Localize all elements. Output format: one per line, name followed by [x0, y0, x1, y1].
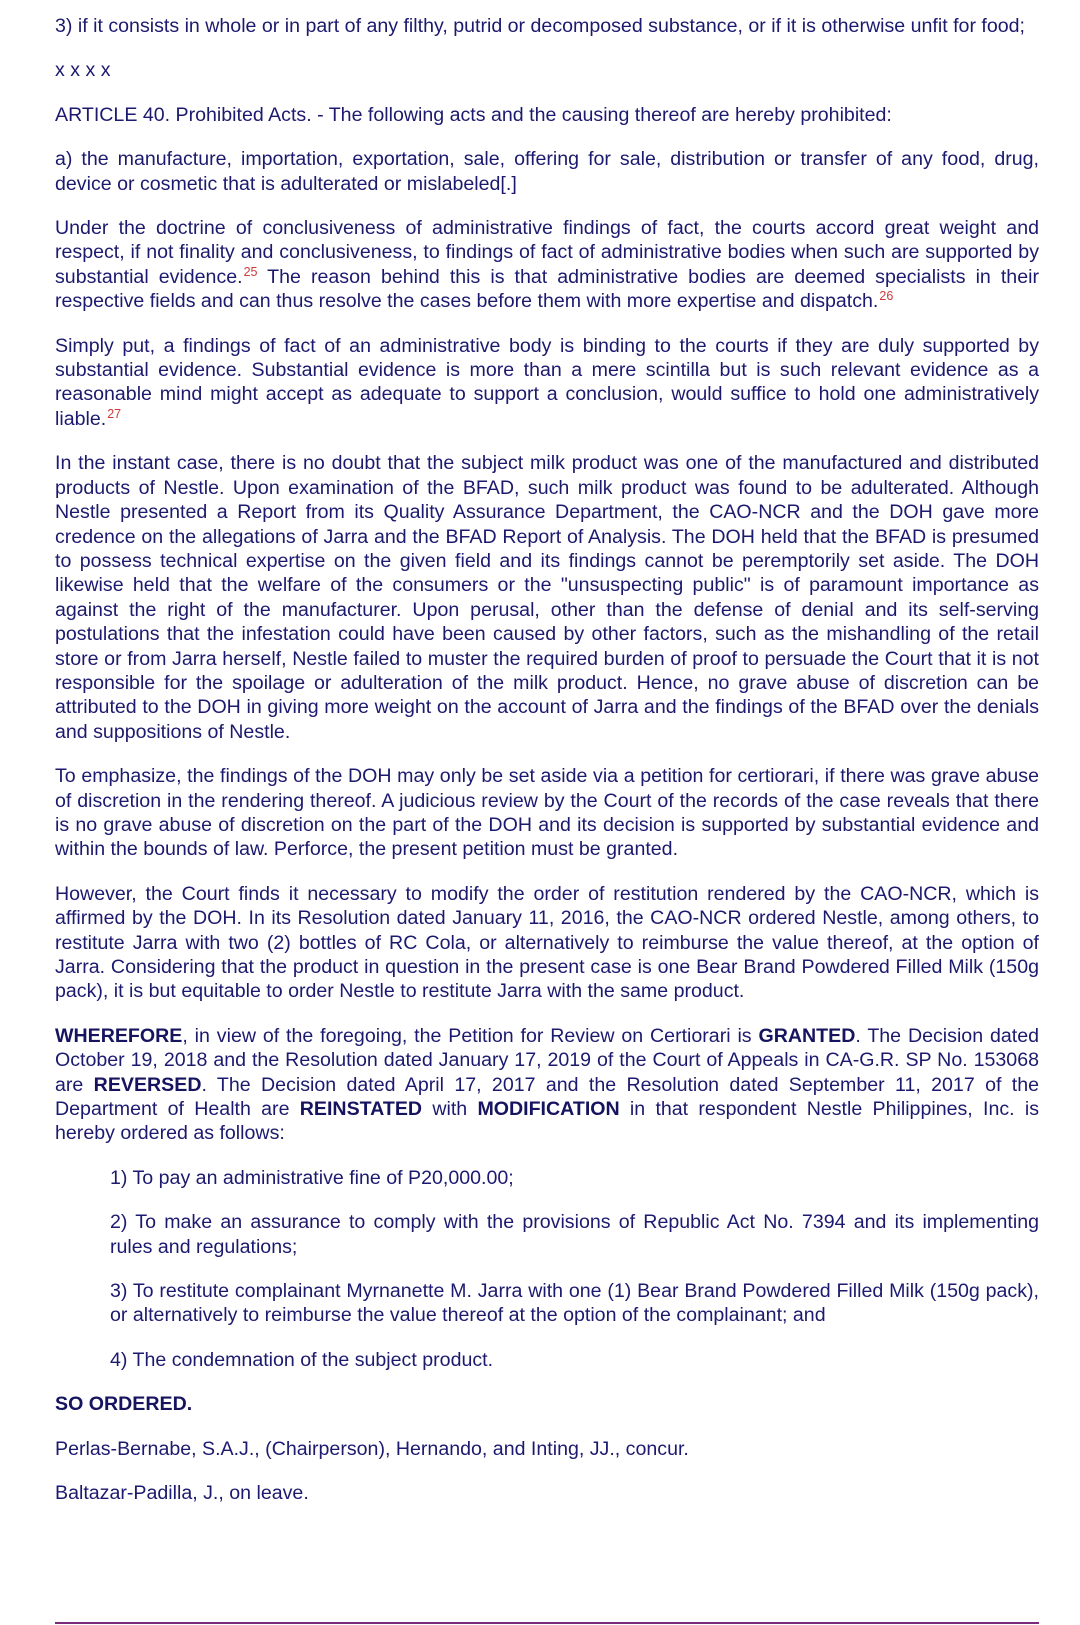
- doctrine-text-2: The reason behind this is that administrative bodies are deemed specialists in their respective fields and can thus resolve the cases before them with more expertise and dispatch.: [55, 265, 1039, 313]
- order-item: 1) To pay an administrative fine of P20,000.00;: [110, 1166, 514, 1189]
- simply-put-paragraph: [55, 334, 1039, 432]
- wherefore-text-5: in that respondent Nestle Philippines, Inc. is hereby ordered as follows:: [55, 1098, 1040, 1145]
- wherefore-text-4: with: [422, 1098, 478, 1121]
- doctrine-paragraph: [55, 216, 1039, 314]
- provision-3: 3) if it consists in whole or in part of any filthy, putrid or decomposed substance, or if it is otherwise unfit for food;: [55, 15, 1025, 37]
- footnote-link-26[interactable]: 26: [879, 289, 894, 304]
- order-item: 4) The condemnation of the subject product.: [110, 1348, 494, 1371]
- doctrine-text-1: Under the doctrine of conclusiveness of administrative findings of fact, the courts accord great weight and respect, if not finality and conclusiveness, to findings of fact of administrative bodies when such are supported by substantial evidence.: [55, 217, 1039, 288]
- wherefore-text-2: . The Decision dated October 19, 2018 and the Resolution dated January 17, 2019 of the Court of Appeals in CA-G.R. SP No. 153068 are: [55, 1024, 1039, 1096]
- order-item: 3) To restitute complainant Myrnanette M. Jarra with one (1) Bear Brand Powdered Filled Milk (150g pack), or alternatively to reimburse the value thereof at the option of the complainant; and: [110, 1280, 1039, 1327]
- wherefore-text-1: , in view of the foregoing, the Petition for Review on Certiorari is: [182, 1024, 759, 1047]
- wherefore-keyword: WHEREFORE: [55, 1024, 183, 1047]
- so-ordered: SO ORDERED.: [55, 1393, 193, 1416]
- ellipsis-marker: x x x x: [55, 59, 111, 82]
- on-leave-line: Baltazar-Padilla, J., on leave.: [55, 1482, 309, 1505]
- wherefore-paragraph: [55, 1024, 1039, 1146]
- concurrence-line: Perlas-Bernabe, S.A.J., (Chairperson), Hernando, and Inting, JJ., concur.: [55, 1437, 689, 1460]
- wherefore-text-3: . The Decision dated April 17, 2017 and the Resolution dated September 11, 2017 of the Department of Health are: [55, 1073, 1039, 1121]
- simply-put-text: Simply put, a findings of fact of an administrative body is binding to the courts if they are duly supported by substantial evidence. Substantial evidence is more than a mere scintilla but is such relevant evidence as a reasonable mind might accept as adequate to support a conclusion, would suffice to hold one administratively liable.: [55, 334, 1039, 430]
- granted-keyword: GRANTED: [758, 1024, 856, 1047]
- article-40-a: a) the manufacture, importation, exportation, sale, offering for sale, distribution or transfer of any food, drug, device or cosmetic that is adulterated or mislabeled[.]: [55, 148, 1039, 195]
- restitution-paragraph: However, the Court finds it necessary to modify the order of restitution rendered by the CAO-NCR, which is affirmed by the DOH. In its Resolution dated January 11, 2016, the CAO-NCR ordered Nestle, among others, to restitute Jarra with two (2) bottles of RC Cola, or alternatively to reimburse the value thereof, at the option of Jarra. Considering that the product in question in the present case is one Bear Brand Powdered Filled Milk (150g pack), it is but equitable to order Nestle to restitute Jarra with the same product.: [55, 882, 1039, 1003]
- order-item: 2) To make an assurance to comply with the provisions of Republic Act No. 7394 and its implementing rules and regulations;: [110, 1211, 1039, 1258]
- modification-keyword: MODIFICATION: [477, 1098, 620, 1121]
- footnote-link-25[interactable]: 25: [243, 264, 258, 279]
- footer-divider: [55, 1622, 1039, 1624]
- article-40-heading: ARTICLE 40. Prohibited Acts. - The following acts and the causing thereof are hereby prohibited:: [55, 103, 892, 126]
- emphasize-paragraph: To emphasize, the findings of the DOH may only be set aside via a petition for certiorari, if there was grave abuse of discretion in the rendering thereof. A judicious review by the Court of the records of the case reveals that there is no grave abuse of discretion on the part of the DOH and its decision is supported by substantial evidence and within the bounds of law. Perforce, the present petition must be granted.: [55, 765, 1039, 861]
- instant-case-paragraph: In the instant case, there is no doubt that the subject milk product was one of the manufactured and distributed products of Nestle. Upon examination of the BFAD, such milk product was found to be adulterated. Although Nestle presented a Report from its Quality Assurance Department, the CAO-NCR and the DOH gave more credence on the allegations of Jarra and the BFAD Report of Analysis. The DOH held that the BFAD is presumed to possess technical expertise on the given field and its findings cannot be peremptorily set aside. The DOH likewise held that the welfare of the consumers or the "unsuspecting public" is of paramount importance as against the right of the manufacturer. Upon perusal, other than the defense of denial and its self-serving postulations that the infestation could have been caused by other factors, such as the mishandling of the retail store or from Jarra herself, Nestle failed to muster the required burden of proof to persuade the Court that it is not responsible for the spoilage or adulteration of the milk product. Hence, no grave abuse of discretion can be attributed to the DOH in giving more weight on the account of Jarra and the findings of the BFAD over the denials and suppositions of Nestle.: [55, 452, 1039, 743]
- reversed-keyword: REVERSED: [93, 1073, 202, 1096]
- reinstated-keyword: REINSTATED: [299, 1098, 423, 1121]
- footnote-link-27[interactable]: 27: [107, 406, 122, 421]
- decision-document: [55, 14, 1039, 1526]
